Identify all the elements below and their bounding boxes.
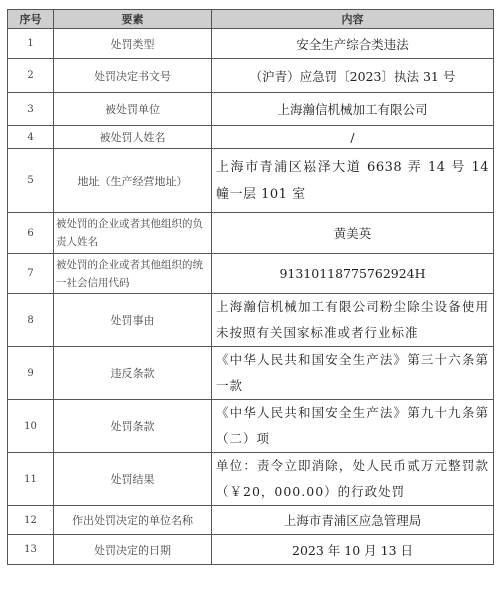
row-item: 处罚决定书文号 (54, 59, 212, 93)
row-index: 10 (8, 400, 54, 453)
row-index: 13 (8, 535, 54, 565)
row-index: 4 (8, 126, 54, 149)
row-index: 8 (8, 294, 54, 347)
row-content: 2023 年 10 月 13 日 (212, 535, 494, 565)
row-content: 上海市青浦区应急管理局 (212, 506, 494, 535)
row-index: 11 (8, 453, 54, 506)
table-row (8, 535, 494, 565)
table-row (8, 453, 494, 506)
header-content: 内容 (212, 10, 494, 29)
row-index: 12 (8, 506, 54, 535)
row-index: 6 (8, 213, 54, 254)
row-content: 安全生产综合类违法 (212, 29, 494, 59)
row-content: 单位：责令立即消除，处人民币贰万元整罚款（￥20，000.00）的行政处罚 (212, 453, 494, 506)
table-row (8, 126, 494, 149)
table-header-row (8, 10, 494, 29)
table-row (8, 149, 494, 213)
row-index: 1 (8, 29, 54, 59)
row-item: 被处罚单位 (54, 93, 212, 126)
row-index: 5 (8, 149, 54, 213)
row-item: 处罚结果 (54, 453, 212, 506)
row-index: 2 (8, 59, 54, 93)
row-item: 地址（生产经营地址） (54, 149, 212, 213)
table-row (8, 93, 494, 126)
row-content: / (212, 126, 494, 149)
header-index: 序号 (8, 10, 54, 29)
row-content: （沪青）应急罚〔2023〕执法 31 号 (212, 59, 494, 93)
table-row (8, 400, 494, 453)
row-content: 上海瀚信机械加工有限公司 (212, 93, 494, 126)
row-item: 作出处罚决定的单位名称 (54, 506, 212, 535)
table-row (8, 254, 494, 294)
table-row (8, 294, 494, 347)
row-item: 被处罚的企业或者其他组织的负责人姓名 (54, 213, 212, 254)
row-item: 被处罚的企业或者其他组织的统一社会信用代码 (54, 254, 212, 294)
table-row (8, 506, 494, 535)
row-index: 9 (8, 347, 54, 400)
row-item: 处罚类型 (54, 29, 212, 59)
table-row (8, 29, 494, 59)
row-index: 7 (8, 254, 54, 294)
row-index: 3 (8, 93, 54, 126)
row-item: 处罚事由 (54, 294, 212, 347)
penalty-info-table (7, 9, 494, 565)
row-item: 处罚条款 (54, 400, 212, 453)
row-item: 处罚决定的日期 (54, 535, 212, 565)
header-item: 要素 (54, 10, 212, 29)
row-content: 上海瀚信机械加工有限公司粉尘除尘设备使用未按照有关国家标准或者行业标准 (212, 294, 494, 347)
row-item: 违反条款 (54, 347, 212, 400)
row-content: 上海市青浦区崧泽大道 6638 弄 14 号 14 幢一层 101 室 (212, 149, 494, 213)
row-content: 《中华人民共和国安全生产法》第九十九条第（二）项 (212, 400, 494, 453)
table-row (8, 347, 494, 400)
table-row (8, 59, 494, 93)
row-content: 黄美英 (212, 213, 494, 254)
row-content: 《中华人民共和国安全生产法》第三十六条第一款 (212, 347, 494, 400)
row-item: 被处罚人姓名 (54, 126, 212, 149)
row-content: 91310118775762924H (212, 254, 494, 294)
table-row (8, 213, 494, 254)
